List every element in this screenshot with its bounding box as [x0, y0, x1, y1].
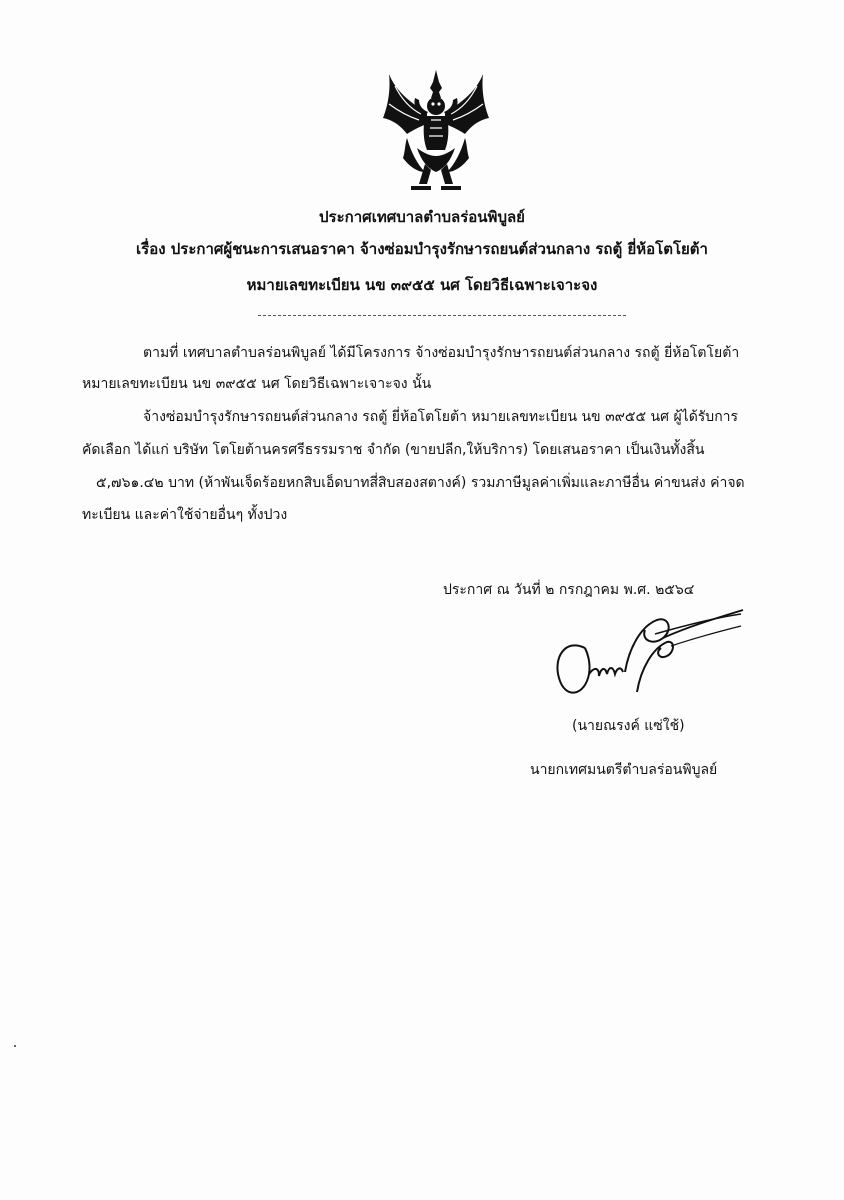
- body-line-2: หมายเลขทะเบียน นข ๓๙๕๕ นศ โดยวิธีเฉพาะเจาะจง นั้น: [82, 376, 432, 392]
- announcement-date: ประกาศ ณ วันที่ ๒ กรกฎาคม พ.ศ. ๒๕๖๔: [443, 582, 695, 598]
- body-line-6: ทะเบียน และค่าใช้จ่ายอื่นๆ ทั้งปวง: [82, 507, 288, 523]
- signatory-position: นายกเทศมนตรีตำบลร่อนพิบูลย์: [530, 762, 718, 778]
- body-line-5: ๕,๗๖๑.๔๒ บาท (ห้าพันเจ็ดร้อยหกสิบเอ็ดบาทสี่สิบสองสตางค์) รวมภาษีมูลค่าเพิ่มและภาษีอื่น ค่าขนส่ง ค่าจด: [96, 475, 745, 491]
- announcement-subject: เรื่อง ประกาศผู้ชนะการเสนอราคา จ้างซ่อมบำรุงรักษารถยนต์ส่วนกลาง รถตู้ ยี่ห้อโตโยต้า: [136, 240, 708, 258]
- body-line-3: จ้างซ่อมบำรุงรักษารถยนต์ส่วนกลาง รถตู้ ยี่ห้อโตโยต้า หมายเลขทะเบียน นข ๓๙๕๕ นศ ผู้ได้รับการ: [143, 409, 739, 425]
- body-line-1: ตามที่ เทศบาลตำบลร่อนพิบูลย์ ได้มีโครงการ จ้างซ่อมบำรุงรักษารถยนต์ส่วนกลาง รถตู้ ยี่ห้อโตโยต้า: [143, 345, 740, 361]
- announcement-subject-continued: หมายเลขทะเบียน นข ๓๙๕๕ นศ โดยวิธีเฉพาะเจาะจง: [246, 276, 598, 294]
- handwritten-signature-icon: [545, 608, 745, 708]
- announcement-title: ประกาศเทศบาลตำบลร่อนพิบูลย์: [319, 208, 525, 226]
- scan-speck: [14, 1045, 16, 1047]
- body-line-4: คัดเลือก ได้แก่ บริษัท โตโยต้านครศรีธรรมราช จำกัด (ขายปลีก,ให้บริการ) โดยเสนอราคา เป็นเงินทั้งสิ้น: [82, 442, 705, 458]
- garuda-emblem-icon: [381, 68, 491, 193]
- header-divider: [258, 315, 626, 316]
- signatory-name: (นายณรงค์ แซ่ใช้): [572, 718, 685, 734]
